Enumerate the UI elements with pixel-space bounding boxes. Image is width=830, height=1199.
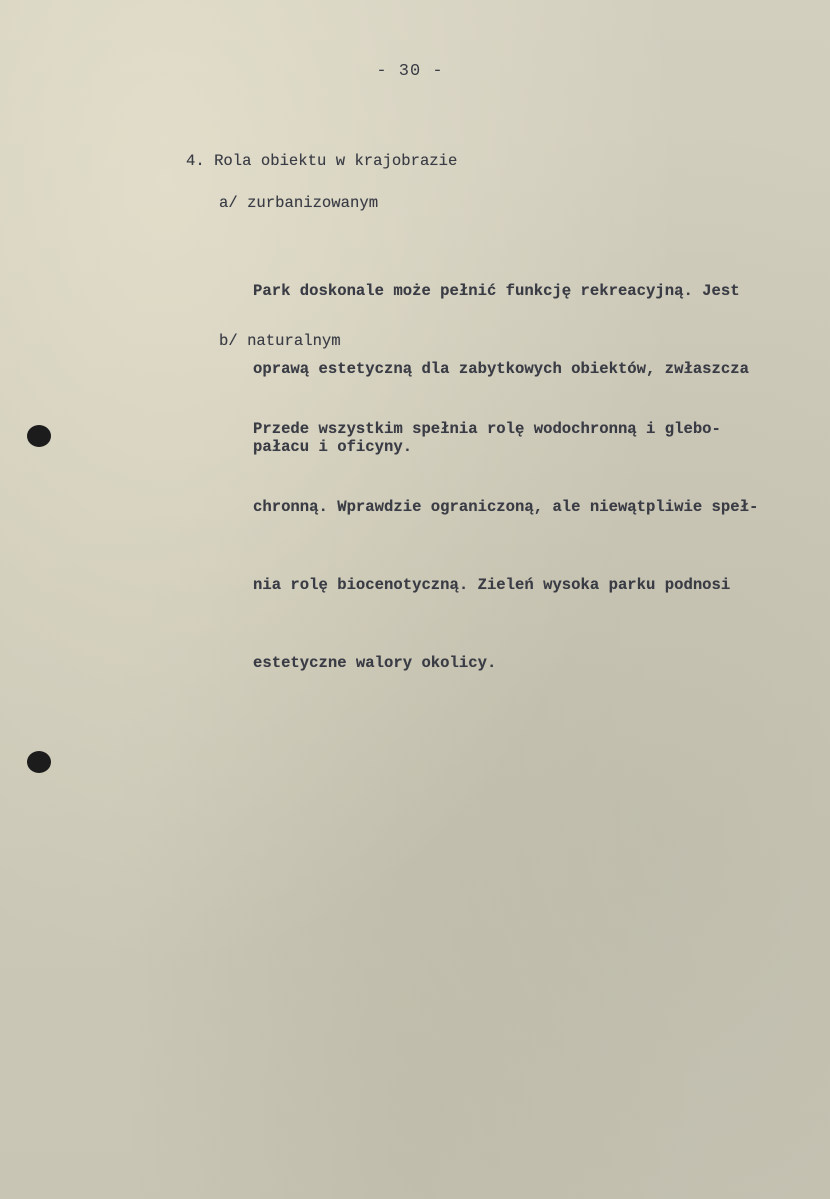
paragraph-line: nia rolę biocenotyczną. Zieleń wysoka parku podnosi bbox=[253, 576, 731, 594]
punch-hole bbox=[27, 425, 51, 447]
section-heading: 4. Rola obiektu w krajobrazie bbox=[186, 152, 458, 170]
punch-hole bbox=[27, 751, 51, 773]
paragraph-line: pałacu i oficyny. bbox=[253, 438, 413, 456]
paragraph-b bbox=[253, 364, 758, 728]
subsection-heading-b: b/ naturalnym bbox=[219, 332, 341, 350]
paragraph-line: estetyczne walory okolicy. bbox=[253, 654, 497, 672]
paragraph-line: chronną. Wprawdzie ograniczoną, ale niewątpliwie speł- bbox=[253, 498, 759, 516]
subsection-heading-a: a/ zurbanizowanym bbox=[219, 194, 379, 212]
paragraph-line: oprawą estetyczną dla zabytkowych obiektów, zwłaszcza bbox=[253, 360, 749, 378]
page-number: - 30 - bbox=[376, 62, 444, 81]
paragraph-line: Park doskonale może pełnić funkcję rekreacyjną. Jest bbox=[253, 282, 740, 300]
paragraph-line: Przede wszystkim spełnia rolę wodochronną i glebo- bbox=[253, 420, 721, 438]
